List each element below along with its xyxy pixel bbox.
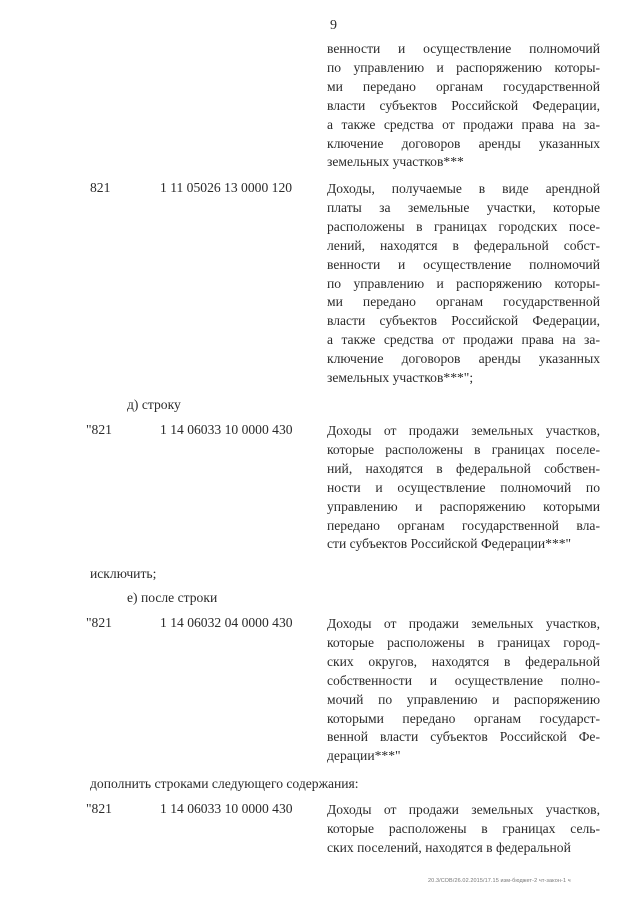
description-line: передано органам государственной вла- (327, 517, 600, 533)
description-line: мочий по управлению и распоряжению (327, 691, 600, 707)
description-line: венности и осуществление полномочий (327, 256, 600, 272)
description-line: власти субъектов Российской Федерации, (327, 97, 600, 113)
row-description (327, 801, 600, 858)
admin-code: "821 (86, 615, 112, 630)
description-line: дерации***" (327, 748, 401, 764)
description-line: по управлению и распоряжению которы- (327, 59, 600, 75)
description-line: сти субъектов Российской Федерации***" (327, 536, 572, 552)
description-line: земельных участков***"; (327, 370, 474, 386)
admin-code: "821 (86, 801, 112, 816)
document-footer: 20.3/СОВ/26.02.2015/17.15 изм-бюджет-2 чт-закон-1 ч (428, 878, 571, 884)
budget-classification-code: 1 14 06033 10 0000 430 (160, 422, 293, 437)
admin-code: "821 (86, 422, 112, 437)
description-line: Доходы, получаемые в виде арендной (327, 181, 600, 196)
description-line: власти субъектов Российской Федерации, (327, 313, 600, 329)
description-line: расположены в границах городских посе- (327, 218, 600, 234)
description-line: а также средства от продажи права на за- (327, 116, 600, 132)
budget-classification-code: 1 14 06033 10 0000 430 (160, 801, 293, 816)
description-line: платы за земельные участки, которые (327, 199, 600, 215)
page-number: 9 (330, 18, 337, 33)
row-description (327, 422, 600, 554)
admin-code: 821 (90, 180, 111, 195)
description-line: а также средства от продажи права на за- (327, 332, 600, 348)
instruction-exclude: исключить; (90, 566, 157, 581)
row-description (327, 180, 600, 388)
row-description (327, 615, 600, 766)
description-line: ний, находятся в федеральной собствен- (327, 460, 600, 476)
row-description (327, 40, 600, 172)
description-line: ности и осуществление полномочий по (327, 479, 600, 495)
instruction-e: е) после строки (127, 590, 218, 605)
description-line: которые расположены в границах поселе- (327, 441, 600, 457)
description-line: венности и осуществление полномочий (327, 41, 600, 56)
description-line: которыми передано органам государст- (327, 710, 600, 726)
description-line: Доходы от продажи земельных участков, (327, 616, 600, 631)
description-line: ских поселений, находятся в федеральной (327, 839, 571, 855)
description-line: собственности и осуществление полно- (327, 672, 600, 688)
description-line: ми передано органам государственной (327, 294, 600, 310)
description-line: ми передано органам государственной (327, 78, 600, 94)
description-line: лений, находятся в федеральной собст- (327, 237, 600, 253)
instruction-d: д) строку (127, 397, 181, 412)
description-line: которые расположены в границах сель- (327, 820, 600, 836)
description-line: венной власти субъектов Российской Фе- (327, 729, 600, 745)
description-line: земельных участков*** (327, 154, 464, 170)
description-line: по управлению и распоряжению которы- (327, 275, 600, 291)
description-line: ских округов, находятся в федеральной (327, 653, 600, 669)
budget-classification-code: 1 14 06032 04 0000 430 (160, 615, 293, 630)
description-line: ключение договоров аренды указанных (327, 135, 600, 151)
description-line: управлению и распоряжению которыми (327, 498, 600, 514)
description-line: которые расположены в границах город- (327, 634, 600, 650)
instruction-add: дополнить строками следующего содержания: (90, 776, 359, 791)
description-line: ключение договоров аренды указанных (327, 351, 600, 367)
budget-classification-code: 1 11 05026 13 0000 120 (160, 180, 293, 195)
description-line: Доходы от продажи земельных участков, (327, 423, 600, 438)
description-line: Доходы от продажи земельных участков, (327, 802, 600, 817)
